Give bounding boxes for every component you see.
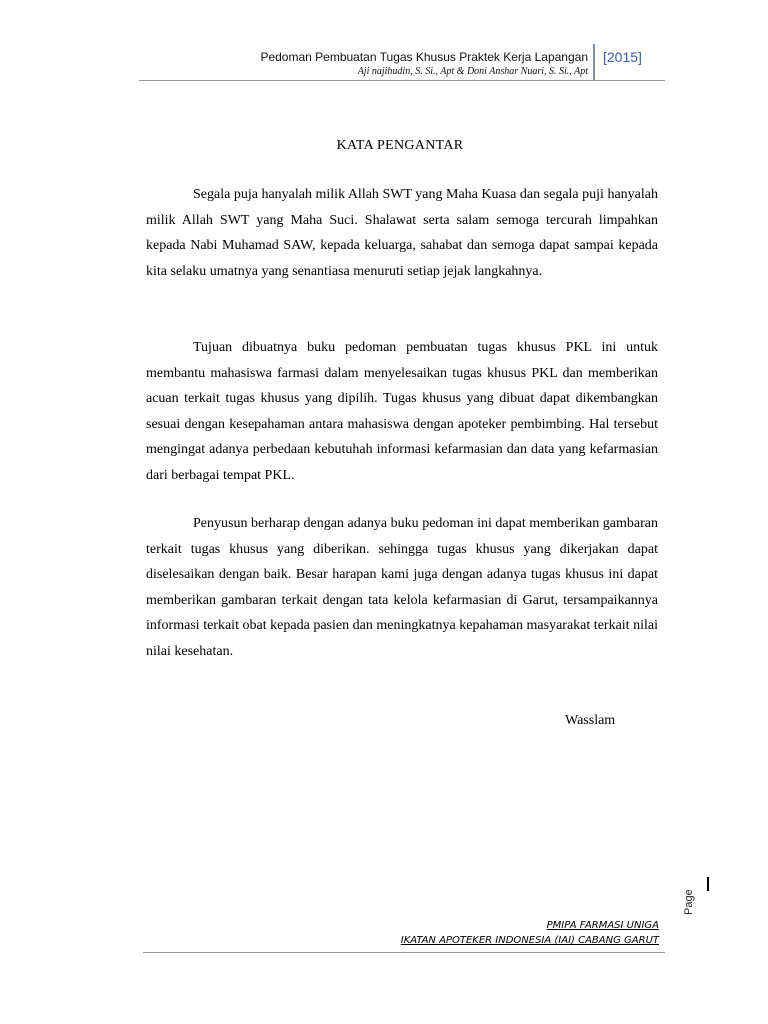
paragraph-3: Penyusun berharap dengan adanya buku pedoman ini dapat memberikan gambaran terkait tugas khusus yang diberikan. sehingga tugas khusus yang dikerjakan dapat diselesaikan dengan baik. Besar harapan kami juga dengan adanya tugas khusus ini dapat memberikan gambaran terkait dengan tata kelola kefarmasian di Garut, tersampaikannya informasi terkait obat kepada pasien dan meningkatnya kepahaman masyarakat terkait nilai nilai kesehatan. bbox=[146, 516, 658, 659]
page-number-mark bbox=[707, 877, 709, 891]
header-year: [2015] bbox=[603, 49, 642, 65]
header-authors: Aji najihudin, S. Si., Apt & Doni Anshar Nuari, S. Si., Apt bbox=[357, 66, 588, 77]
document-title: KATA PENGANTAR bbox=[336, 138, 464, 153]
closing-signature: Wasslam bbox=[565, 713, 616, 728]
footer-association: IKATAN APOTEKER INDONESIA (IAI) CABANG GARUT bbox=[400, 935, 659, 946]
header-rule bbox=[139, 80, 665, 81]
footer-rule bbox=[143, 952, 665, 953]
paragraph-1: Segala puja hanyalah milik Allah SWT yang Maha Kuasa dan segala puji hanyalah milik Allah SWT yang Maha Suci. Shalawat serta salam semoga tercurah limpahkan kepada Nabi Muhamad SAW, kepada keluarga, sahabat dan semoga dapat sampai kepada kita selaku umatnya yang senantiasa menuruti setiap jejak langkahnya. bbox=[146, 187, 658, 279]
paragraph-2: Tujuan dibuatnya buku pedoman pembuatan tugas khusus PKL ini untuk membantu mahasiswa farmasi dalam menyelesaikan tugas khusus PKL dan memberikan acuan terkait tugas khusus yang dipilih. Tugas khusus yang dibuat dapat dikembangkan sesuai dengan kesepahaman antara mahasiswa dengan apoteker pembimbing. Hal tersebut mengingat adanya perbedaan kebutuhah informasi kefarmasian dan data yang kefarmasian dari berbagai tempat PKL. bbox=[146, 340, 658, 483]
footer-institution: PMIPA FARMASI UNIGA bbox=[546, 920, 659, 931]
header-title: Pedoman Pembuatan Tugas Khusus Praktek Kerja Lapangan bbox=[260, 50, 588, 64]
page-label: Page bbox=[683, 889, 695, 915]
header-divider bbox=[593, 44, 595, 80]
